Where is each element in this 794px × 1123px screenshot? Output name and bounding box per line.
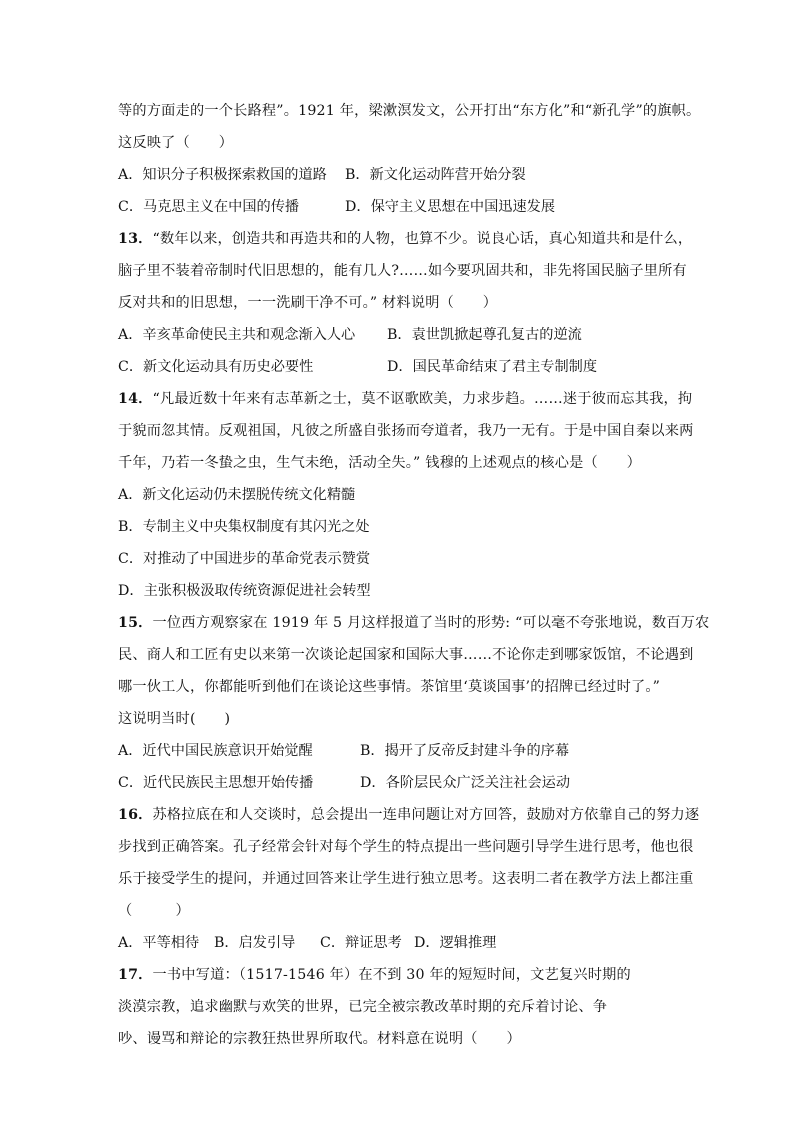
q15-text-line-3: 哪一伙工人，你都能听到他们在谈论这些事情。茶馆里‘莫谈国事’的招牌已经过时了。” — [118, 679, 661, 695]
q15-text-line-2: 民、商人和工匠有史以来第一次谈论起国家和国际大事……不论你走到哪家饭馆，不论遇到 — [118, 647, 694, 663]
q13-option-a[interactable]: A．辛亥革命使民主共和观念渐入人心 — [118, 327, 356, 343]
q13-option-c[interactable]: C．新文化运动具有历史必要性 — [118, 359, 314, 375]
q11-text-line-2: 这反映了（ ） — [118, 135, 234, 151]
q16-line-1: 苏格拉底在和人交谈时，总会提出一连串问题让对方回答，鼓励对方依靠自己的努力逐 — [152, 807, 700, 823]
q14-option-d[interactable]: D．主张积极汲取传统资源促进社会转型 — [118, 583, 371, 599]
q11-option-a[interactable]: A．知识分子积极探索救国的道路 — [118, 167, 327, 183]
q15-line-1: 一位西方观察家在 1919 年 5 月这样报道了当时的形势: “可以毫不夸张地说，数百万农 — [152, 615, 710, 631]
q13-text-line-1 — [118, 229, 692, 249]
q13-option-b[interactable]: B．袁世凯掀起尊孔复古的逆流 — [387, 327, 582, 343]
q15-number: 15． — [118, 615, 153, 631]
q14-text-line-2: 于貌而忽其情。反观祖国，凡彼之所盛自张扬而夸道者，我乃一无有。于是中国自秦以来两 — [118, 423, 694, 439]
q16-text-line-3: 乐于接受学生的提问，并通过回答来让学生进行独立思考。这表明二者在教学方法上都注重 — [118, 871, 694, 887]
q14-option-c[interactable]: C．对推动了中国进步的革命党表示赞赏 — [118, 551, 371, 567]
q16-text-line-1 — [118, 805, 699, 825]
q16-option-c[interactable]: C．辩证思考 — [320, 935, 402, 951]
q14-text-line-1 — [118, 389, 692, 409]
q15-option-b[interactable]: B．揭开了反帝反封建斗争的序幕 — [360, 743, 570, 759]
q11-option-d[interactable]: D．保守主义思想在中国迅速发展 — [345, 199, 556, 215]
q15-option-d[interactable]: D．各阶层民众广泛关注社会运动 — [360, 775, 571, 791]
q11-option-b[interactable]: B．新文化运动阵营开始分裂 — [345, 167, 526, 183]
q14-number: 14． — [118, 391, 153, 407]
q17-number: 17． — [118, 967, 153, 983]
q17-line-1: 一书中写道：（1517-1546 年）在不到 30 年的短短时间，文艺复兴时期的 — [152, 967, 631, 983]
q15-text-line-4: 这说明当时( ) — [118, 711, 231, 727]
q13-line-1: “数年以来，创造共和再造共和的人物，也算不少。说良心话，真心知道共和是什么， — [152, 231, 693, 247]
q14-option-a[interactable]: A．新文化运动仍未摆脱传统文化精髓 — [118, 487, 356, 503]
q11-text-line-1: 等的方面走的一个长路程”。1921 年，梁漱溟发文，公开打出“东方化”和“新孔学”的旗帜。 — [118, 103, 701, 119]
q14-option-b[interactable]: B．专制主义中央集权制度有其闪光之处 — [118, 519, 370, 535]
q15-option-a[interactable]: A．近代中国民族意识开始觉醒 — [118, 743, 313, 759]
q14-line-1: “凡最近数十年来有志革新之士，莫不讴歌欧美，力求步趋。……迷于彼而忘其我，拘 — [152, 391, 693, 407]
q13-text-line-2: 脑子里不装着帝制时代旧思想的，能有几人?……如今要巩固共和，非先将国民脑子里所有 — [118, 263, 687, 279]
q16-text-line-2: 步找到正确答案。孔子经常会针对每个学生的特点提出一些问题引导学生进行思考，他也很 — [118, 839, 694, 855]
q16-number: 16． — [118, 807, 153, 823]
q15-text-line-1 — [118, 613, 709, 633]
q11-option-c[interactable]: C．马克思主义在中国的传播 — [118, 199, 300, 215]
q13-number: 13． — [118, 231, 153, 247]
q17-text-line-1 — [118, 965, 631, 985]
q16-text-line-4: （ ） — [118, 903, 190, 919]
q15-option-c[interactable]: C．近代民族民主思想开始传播 — [118, 775, 314, 791]
q16-option-a[interactable]: A．平等相待 — [118, 935, 200, 951]
q13-text-line-3: 反对共和的旧思想，一一洗刷干净不可。” 材料说明（ ） — [118, 295, 498, 311]
q17-text-line-3: 吵、谩骂和辩论的宗教狂热世界所取代。材料意在说明（ ） — [118, 1031, 521, 1047]
q16-option-b[interactable]: B．启发引导 — [214, 935, 296, 951]
q16-option-d[interactable]: D．逻辑推理 — [414, 935, 497, 951]
q13-option-d[interactable]: D．国民革命结束了君主专制制度 — [387, 359, 598, 375]
q14-text-line-3: 千年，乃若一冬蛰之虫，生气未绝，活动全失。” 钱穆的上述观点的核心是（ ） — [118, 455, 642, 471]
q17-text-line-2: 淡漠宗教，追求幽默与欢笑的世界，已完全被宗教改革时期的充斥着讨论、争 — [118, 999, 608, 1015]
